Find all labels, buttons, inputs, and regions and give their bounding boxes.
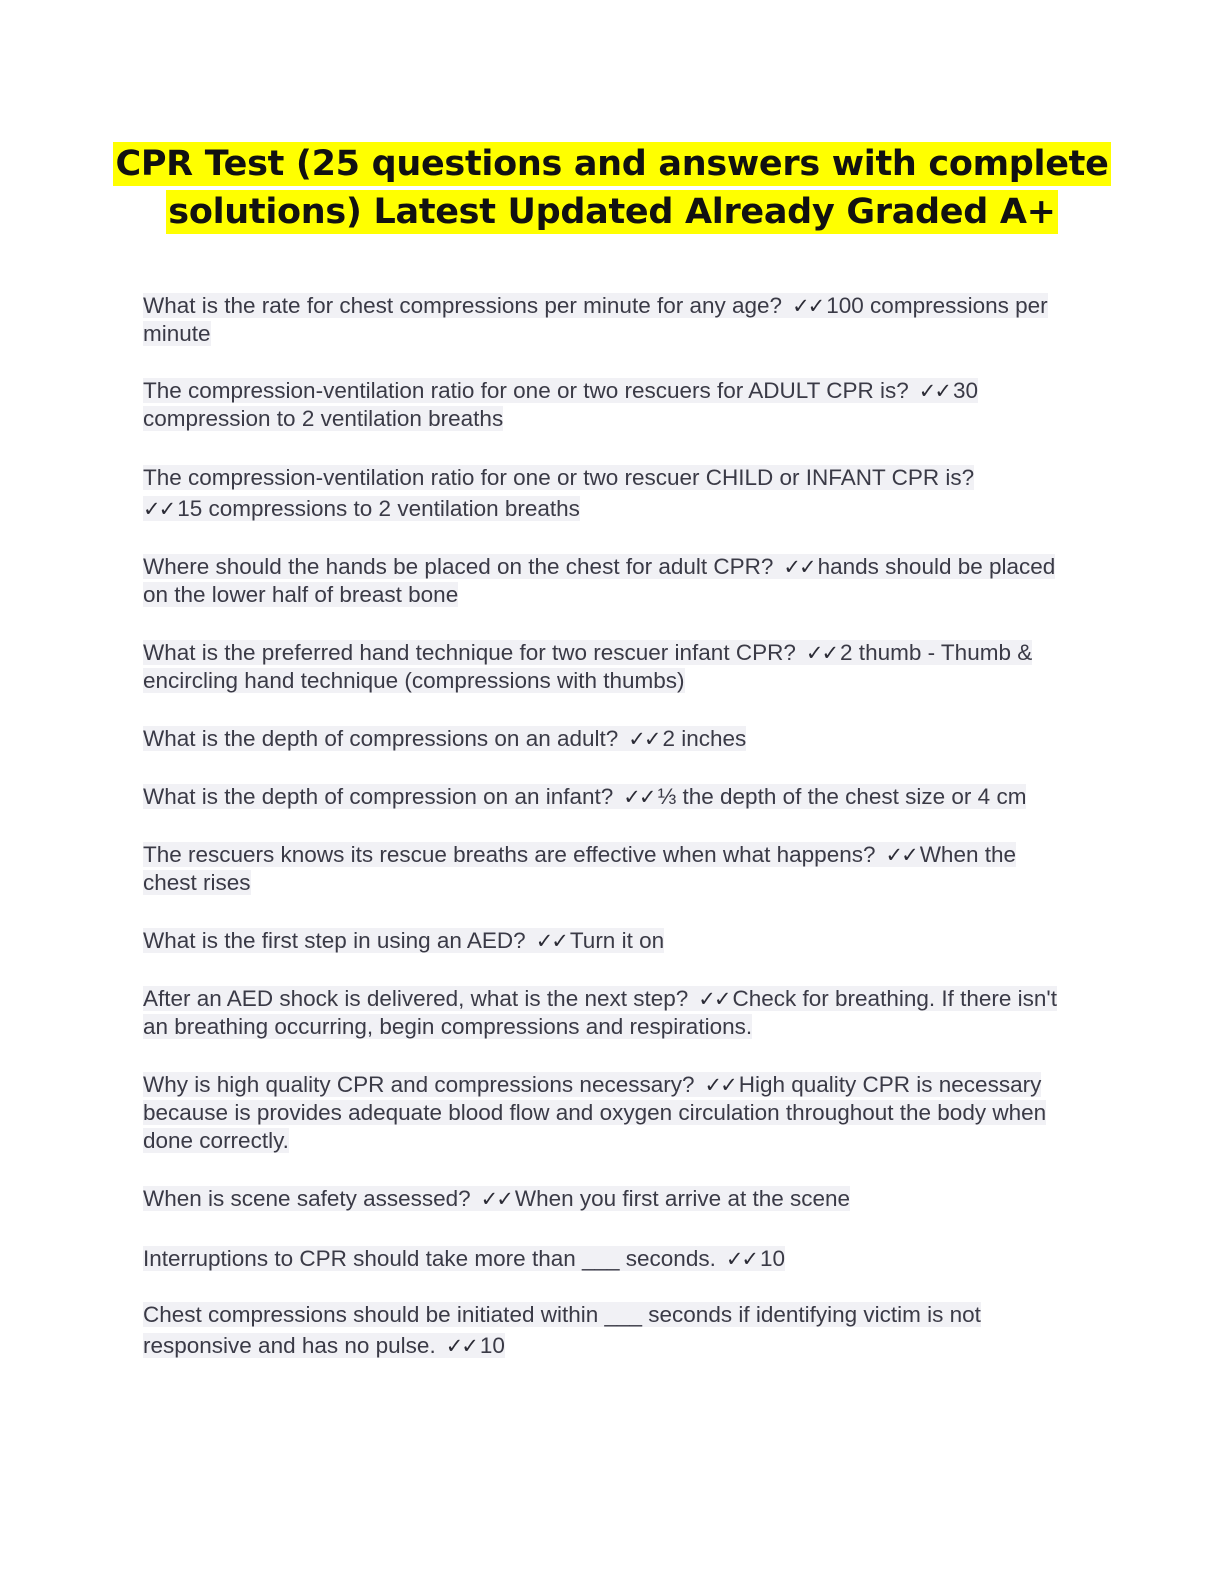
answer-text: 15 compressions to 2 ventilation breaths (177, 496, 580, 521)
question-text: After an AED shock is delivered, what is the next step? (143, 986, 689, 1011)
qa-item (143, 639, 1073, 695)
double-check-icon: ✓✓ (792, 294, 824, 318)
answer-text: When the chest rises (143, 842, 1016, 895)
question-text: Where should the hands be placed on the chest for adult CPR? (143, 554, 774, 579)
answer-text: Check for breathing. If there isn't an breathing occurring, begin compressions and respirations. (143, 986, 1057, 1039)
double-check-icon: ✓✓ (143, 497, 175, 521)
answer-text: 100 compressions per minute (143, 293, 1048, 346)
qa-item (143, 783, 1073, 811)
answer-text: 10 (760, 1246, 786, 1271)
qa-item (143, 841, 1073, 897)
double-check-icon: ✓✓ (698, 987, 730, 1011)
question-text: What is the rate for chest compressions per minute for any age? (143, 293, 783, 318)
qa-item (143, 985, 1073, 1041)
qa-item (143, 927, 1073, 955)
qa-item (143, 377, 1073, 433)
title-line-1: CPR Test (25 questions and answers with complete (115, 144, 1109, 184)
answer-text: 2 thumb - Thumb & encircling hand technique (compressions with thumbs) (143, 640, 1033, 693)
question-text: The compression-ventilation ratio for one or two rescuer CHILD or INFANT CPR is? (143, 465, 975, 490)
question-text: What is the preferred hand technique for two rescuer infant CPR? (143, 640, 796, 665)
answer-text: 2 inches (662, 726, 747, 751)
question-text: Chest compressions should be initiated within ___ seconds if identifying victim is not responsive and has no pulse. (143, 1302, 981, 1358)
answer-text: When you first arrive at the scene (514, 1186, 851, 1211)
double-check-icon: ✓✓ (480, 1187, 512, 1211)
question-text: What is the depth of compressions on an adult? (143, 726, 619, 751)
answer-text: 10 (479, 1333, 505, 1358)
question-text: What is the depth of compression on an infant? (143, 784, 614, 809)
question-text: The rescuers knows its rescue breaths are effective when what happens? (143, 842, 876, 867)
double-check-icon: ✓✓ (725, 1247, 758, 1271)
qa-item (143, 292, 1073, 348)
qa-item (143, 1299, 1073, 1362)
double-check-icon: ✓✓ (704, 1073, 736, 1097)
qa-item (143, 553, 1073, 609)
double-check-icon: ✓✓ (628, 727, 660, 751)
question-text: Why is high quality CPR and compressions necessary? (143, 1072, 695, 1097)
qa-item (143, 462, 1073, 525)
question-text: The compression-ventilation ratio for one or two rescuers for ADULT CPR is? (143, 378, 909, 403)
answer-text: Turn it on (569, 928, 665, 953)
question-text: When is scene safety assessed? (143, 1186, 471, 1211)
qa-item (143, 1245, 1073, 1273)
qa-item (143, 1185, 1073, 1213)
qa-item (143, 725, 1073, 753)
double-check-icon: ✓✓ (805, 641, 838, 665)
double-check-icon: ✓✓ (623, 785, 655, 809)
question-text: What is the first step in using an AED? (143, 928, 526, 953)
answer-text: ⅓ the depth of the chest size or 4 cm (657, 784, 1027, 809)
double-check-icon: ✓✓ (918, 379, 950, 403)
answer-text: hands should be placed on the lower half of breast bone (143, 554, 1056, 607)
question-text: Interruptions to CPR should take more than ___ seconds. (143, 1246, 716, 1271)
double-check-icon: ✓✓ (885, 843, 917, 867)
double-check-icon: ✓✓ (535, 929, 567, 953)
qa-list (143, 292, 1073, 1392)
title-line-2: solutions) Latest Updated Already Graded A+ (168, 192, 1056, 232)
qa-item (143, 1071, 1073, 1155)
double-check-icon: ✓✓ (445, 1334, 477, 1358)
answer-text: 30 compression to 2 ventilation breaths (143, 378, 978, 431)
answer-text: High quality CPR is necessary because is provides adequate blood flow and oxygen circulation throughout the body when done correctly. (143, 1072, 1047, 1153)
double-check-icon: ✓✓ (783, 555, 815, 579)
document-title (0, 140, 1224, 236)
